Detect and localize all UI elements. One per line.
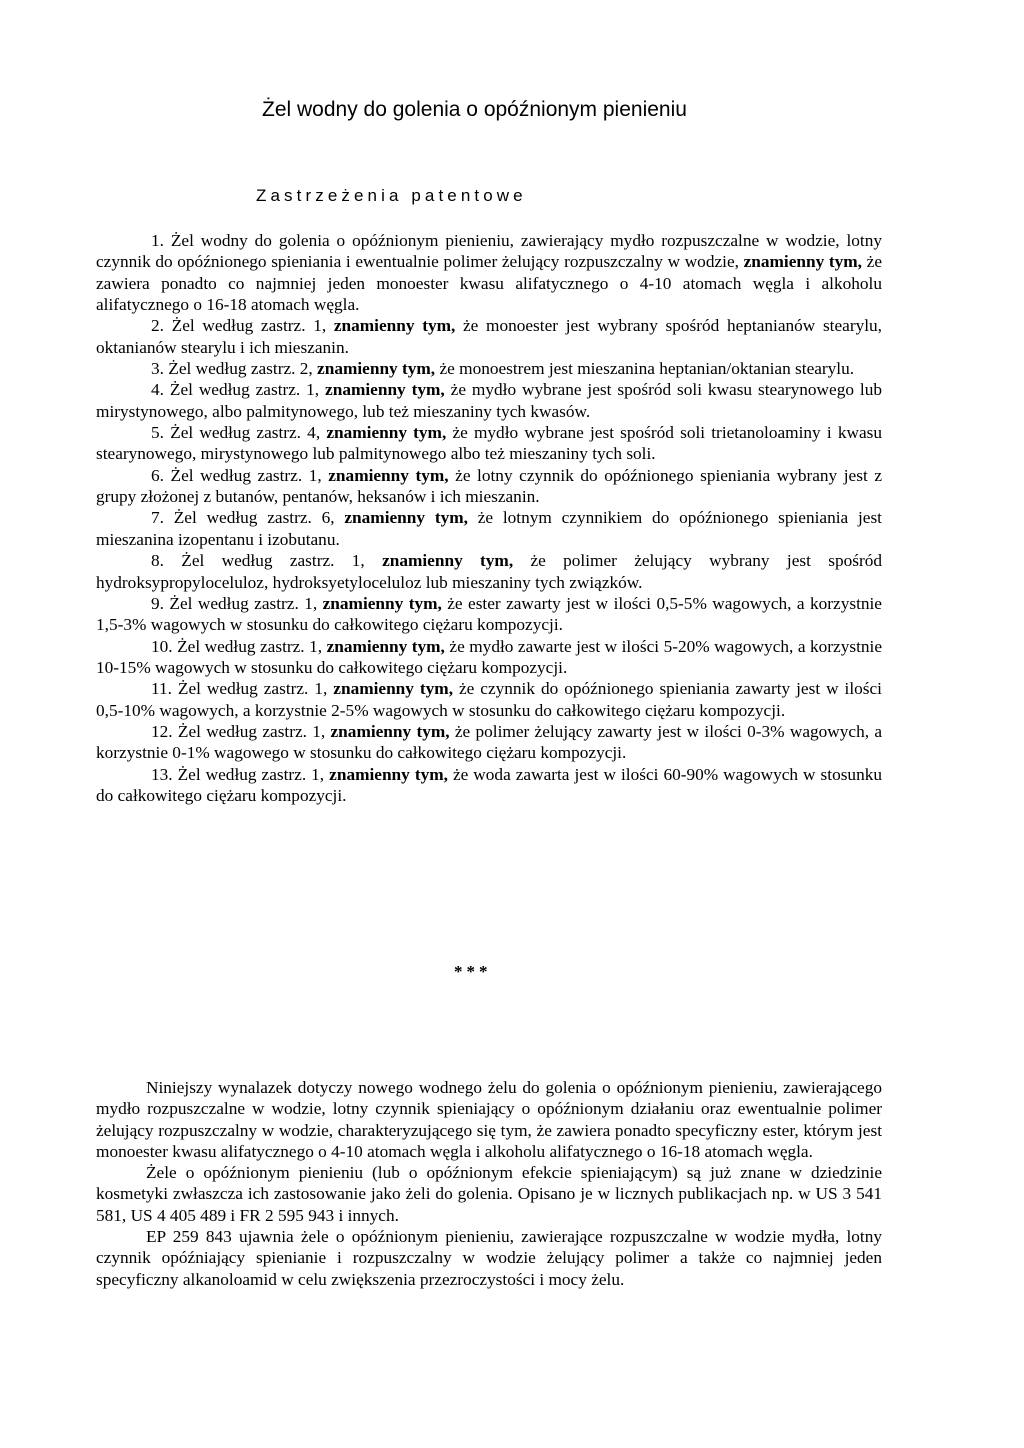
claim-emphasis: znamienny tym, (329, 764, 448, 784)
claim-emphasis: znamienny tym, (743, 252, 862, 272)
claim-12 (96, 721, 882, 764)
claim-text: że lotny czynnik do opóźnionego spieniania wybrany jest z grupy złożonej z butanów, pentanów, heksanów i ich mieszanin. (96, 465, 882, 507)
claim-4 (96, 379, 882, 422)
claim-prefix: 2. Żel według zastrz. 1, (151, 316, 334, 336)
claim-emphasis: znamienny tym, (382, 551, 514, 571)
claim-prefix: 11. Żel według zastrz. 1, (151, 679, 334, 699)
claim-8 (96, 550, 882, 593)
claim-emphasis: znamienny tym, (333, 679, 454, 699)
claim-text: że woda zawarta jest w ilości 60-90% wagowych w stosunku do całkowitego ciężaru kompozycji. (96, 764, 882, 805)
claim-text: że ester zawarty jest w ilości 0,5-5% wagowych, a korzystnie 1,5-3% wagowych w stosunku do całkowitego ciężaru kompozycji. (96, 593, 882, 635)
claim-text: że monoestrem jest mieszanina heptanian/oktanian stearylu. (435, 359, 855, 379)
claim-prefix: 5. Żel według zastrz. 4, (151, 423, 327, 443)
claim-6 (96, 465, 882, 508)
claim-11 (96, 678, 882, 721)
section-separator: *** (454, 962, 492, 981)
claim-10 (96, 636, 882, 679)
claim-1 (96, 230, 882, 315)
claim-3 (96, 358, 882, 379)
claim-text: że polimer żelujący zawarty jest w ilości 0-3% wagowych, a korzystnie 0-1% wagowego w stosunku do całkowitego ciężaru kompozycji. (96, 721, 882, 763)
claim-prefix: 7. Żel według zastrz. 6, (151, 508, 345, 528)
claim-emphasis: znamienny tym, (322, 593, 442, 613)
claim-prefix: 1. Żel wodny do golenia o opóźnionym pienieniu, zawierający mydło rozpuszczalne w wodzie, lotny czynnik do opóźnionego spieniania i ewentualnie polimer żelujący rozpuszczalny w wodzie, (96, 231, 882, 272)
description-paragraph: Żele o opóźnionym pienieniu (lub o opóźnionym efekcie spieniającym) są już znane w dziedzinie kosmetyki zwłaszcza ich zastosowanie jako żeli do golenia. Opisano je w licznych publikacjach np. w US 3 541 581, US 4 405 489 i FR 2 595 943 i innych. (96, 1163, 882, 1225)
claim-text: że polimer żelujący wybrany jest spośród hydroksypropyloceluloz, hydroksyetyloceluloz lub mieszaniny tych związków. (96, 551, 882, 592)
claims-heading: Zastrzeżenia patentowe (256, 186, 527, 205)
claim-emphasis: znamienny tym, (317, 359, 436, 379)
claim-emphasis: znamienny tym, (330, 721, 450, 741)
description (96, 1077, 882, 1290)
claim-prefix: 12. Żel według zastrz. 1, (151, 721, 331, 741)
claim-prefix: 4. Żel według zastrz. 1, (151, 380, 326, 400)
claim-emphasis: znamienny tym, (326, 636, 445, 656)
description-paragraph: EP 259 843 ujawnia żele o opóźnionym pienieniu, zawierające rozpuszczalne w wodzie mydła, lotny czynnik opóźniający spienianie i rozpuszczalny w wodzie żelujący polimer a także co najmniej jeden specyficzny alkanoloamid w celu zwiększenia przezroczystości i mocy żelu. (96, 1227, 882, 1289)
claim-text: że lotnym czynnikiem do opóźnionego spieniania jest mieszanina izopentanu i izobutanu. (96, 508, 882, 549)
claim-emphasis: znamienny tym, (325, 380, 445, 400)
claim-text: że czynnik do opóźnionego spieniania zawarty jest w ilości 0,5-10% wagowych, a korzystnie 2-5% wagowych w stosunku do całkowitego ciężaru kompozycji. (96, 679, 882, 720)
claim-prefix: 8. Żel według zastrz. 1, (151, 551, 383, 571)
claim-5 (96, 422, 882, 465)
claims-list (96, 230, 882, 806)
claim-emphasis: znamienny tym, (326, 423, 447, 443)
claim-emphasis: znamienny tym, (328, 465, 449, 485)
description-paragraph: Niniejszy wynalazek dotyczy nowego wodnego żelu do golenia o opóźnionym pienieniu, zawierającego mydło rozpuszczalne w wodzie, lotny czynnik spieniający o opóźnionym działaniu oraz ewentualnie polimer żelujący rozpuszczalny w wodzie, charakteryzującego się tym, że zawiera ponadto specyficzny ester, którym jest monoester kwasu alifatycznego o 4-10 atomach węgla i alkoholu alifatycznego o 16-18 atomach węgla. (96, 1078, 882, 1161)
claim-7 (96, 507, 882, 550)
claim-text: że mydło wybrane jest spośród soli trietanoloaminy i kwasu stearynowego, mirystynowego lub palmitynowego albo też mieszaniny tych soli. (96, 423, 882, 464)
claim-prefix: 10. Żel według zastrz. 1, (151, 636, 327, 656)
claim-emphasis: znamienny tym, (344, 508, 468, 528)
claim-prefix: 3. Żel według zastrz. 2, (151, 359, 318, 379)
claim-emphasis: znamienny tym, (333, 316, 456, 336)
document-title: Żel wodny do golenia o opóźnionym pienieniu (262, 98, 687, 121)
claim-text: że mydło zawarte jest w ilości 5-20% wagowych, a korzystnie 10-15% wagowych w stosunku do całkowitego ciężaru kompozycji. (96, 636, 882, 677)
claim-text: że mydło wybrane jest spośród soli kwasu stearynowego lub mirystynowego, albo palmitynowego, lub też mieszaniny tych kwasów. (96, 380, 882, 421)
claim-2 (96, 315, 882, 358)
claim-prefix: 9. Żel według zastrz. 1, (151, 593, 323, 613)
claim-13 (96, 764, 882, 807)
claim-9 (96, 593, 882, 636)
claim-text: że zawiera ponadto co najmniej jeden monoester kwasu alifatycznego o 4-10 atomach węgla i alkoholu alifatycznego o 16-18 atomach węgla. (96, 252, 882, 315)
claim-text: że monoester jest wybrany spośród heptanianów stearylu, oktanianów stearylu i ich mieszanin. (96, 316, 882, 357)
claim-prefix: 6. Żel według zastrz. 1, (151, 465, 329, 485)
claim-prefix: 13. Żel według zastrz. 1, (151, 764, 330, 784)
